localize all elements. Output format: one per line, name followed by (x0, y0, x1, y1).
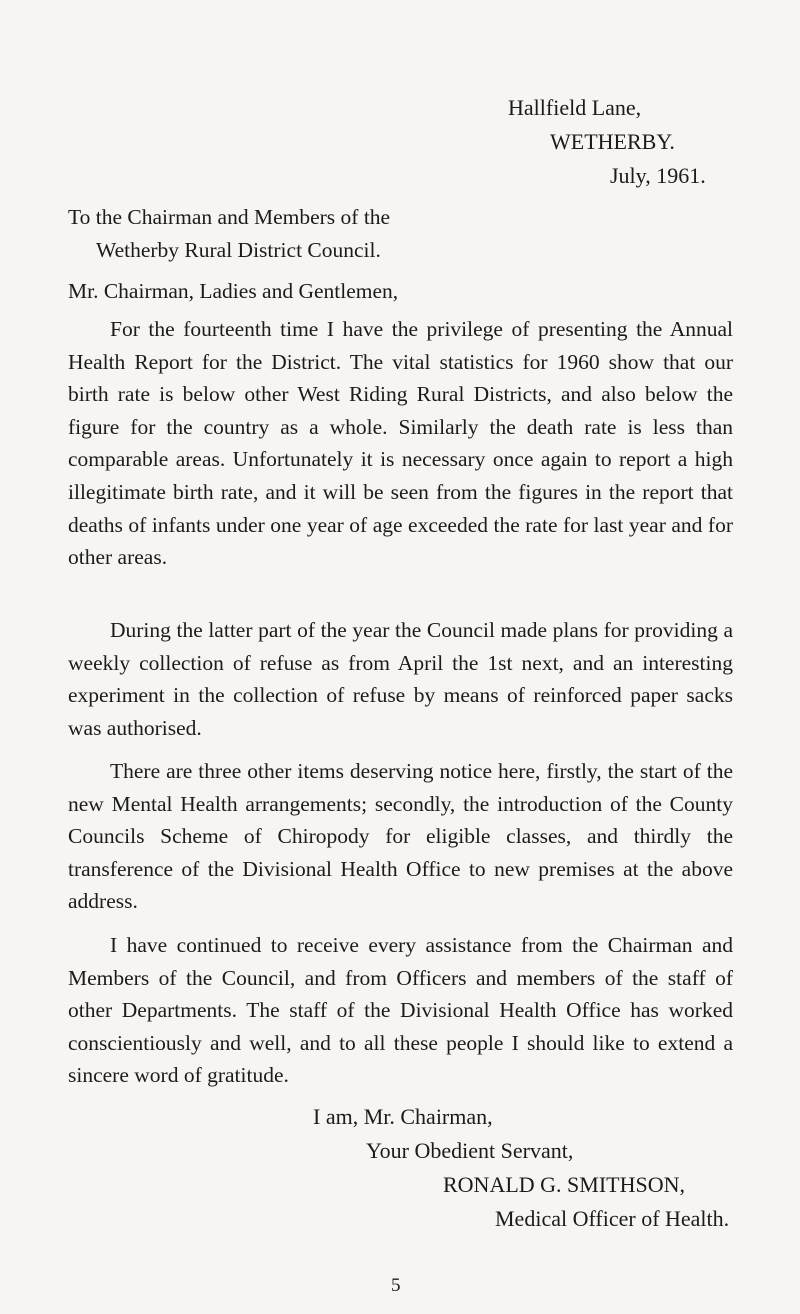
closing-line-1: I am, Mr. Chairman, (313, 1104, 493, 1129)
address-street: Hallfield Lane, (508, 95, 642, 120)
recipient-line-1: To the Chairman and Members of the (68, 205, 391, 229)
recipient-line-2: Wetherby Rural District Council. (96, 238, 381, 262)
signatory-name: RONALD G. SMITHSON, (443, 1172, 686, 1197)
signatory-title: Medical Officer of Health. (495, 1206, 730, 1231)
paragraph-4: I have continued to receive every assistance from the Chairman and Members of the Council, and from Officers and members of the staff of other Departments. The staff of the Divisional Health Office has worked conscientiously and well, and to all these people I should like to extend a sincere word of gratitude. (68, 933, 733, 1088)
salutation: Mr. Chairman, Ladies and Gentlemen, (68, 279, 399, 303)
paragraph-2: During the latter part of the year the Council made plans for providing a weekly collection of refuse as from April the 1st next, and an interesting experiment in the collection of refuse by means of reinforced paper sacks was authorised. (68, 618, 733, 740)
letter-date: July, 1961. (610, 163, 706, 188)
paragraph-1: For the fourteenth time I have the privilege of presenting the Annual Health Report for the District. The vital statistics for 1960 show that our birth rate is below other West Riding Rural Districts, and also below the figure for the country as a whole. Similarly the death rate is less than comparable areas. Unfortunately it is necessary once again to report a high illegitimate birth rate, and it will be seen from the figures in the report that deaths of infants under one year of age exceeded the rate for last year and for other areas. (68, 317, 733, 570)
address-town: WETHERBY. (550, 129, 675, 154)
paragraph-3: There are three other items deserving notice here, firstly, the start of the new Mental Health arrangements; secondly, the introduction of the County Councils Scheme of Chiropody for eligible classes, and thirdly the transference of the Divisional Health Office to new premises at the above address. (68, 759, 733, 914)
page-number: 5 (391, 1275, 401, 1296)
closing-line-2: Your Obedient Servant, (366, 1138, 574, 1163)
